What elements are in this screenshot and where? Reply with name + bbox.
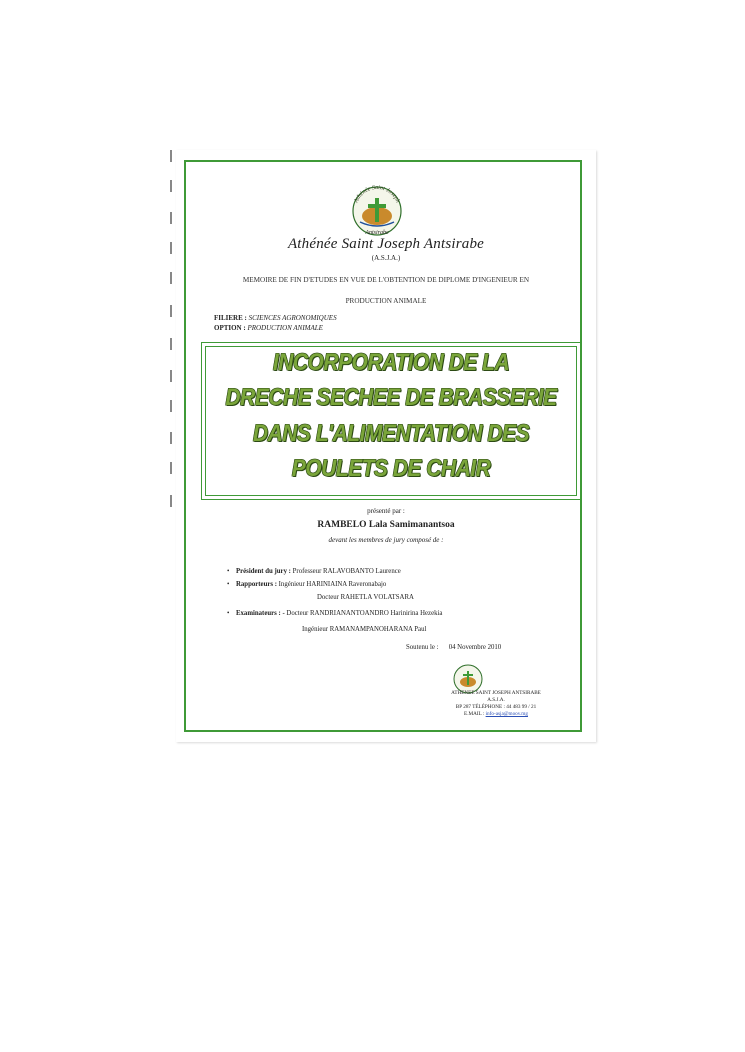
footer-name: ATHENEE SAINT JOSEPH ANTSIRABE [451,690,541,696]
bullet-icon: • [227,610,230,617]
presented-by: présenté par : [367,507,405,515]
filiere-value: SCIENCES AGRONOMIQUES [248,314,337,322]
meta-block [214,313,337,333]
school-logo [346,180,408,242]
title-line-1: INCORPORATION DE LA [272,349,510,376]
footer-email-label: E.MAIL : [464,711,485,717]
logo-bottom-text: Antsirabe [365,230,389,236]
memoire-line-1: MEMOIRE DE FIN D'ETUDES EN VUE DE L'OBTENTION DE DIPLOME D'INGENIEUR EN [242,276,530,284]
title-line-4: POULETS DE CHAIR [291,455,491,482]
title-line-2: DRECHE SECHEE DE BRASSERIE [225,384,557,411]
school-name: Athénée Saint Joseph Antsirabe [287,236,485,252]
rapporteur-1: Ingénieur HARINIAINA Raveronabajo [278,581,387,588]
soutenu-label: Soutenu le : [406,644,439,651]
jury-president [227,568,401,575]
memoire-line-2: PRODUCTION ANIMALE [345,297,427,305]
examinateur-1: Docteur RANDRIANANTOANDRO Harinirina Hezekia [286,610,443,617]
footer-email-link[interactable]: info-asja@moov.mg [485,711,528,717]
logo-arc-text: Athénée Saint Joseph [353,184,401,204]
title-line-3: DANS L'ALIMENTATION DES [252,420,530,447]
option-value: PRODUCTION ANIMALE [247,324,323,332]
footer-abbr: A.S.J.A. [487,697,505,703]
soutenu-date [406,644,501,651]
jury-rapporteurs [227,581,387,588]
school-abbr: (A.S.J.A.) [371,254,401,262]
option-label: OPTION : [214,324,246,332]
bullet-icon: • [227,581,230,588]
document-page [176,150,596,742]
rapporteur-2: Docteur RAHETLA VOLATSARA [317,594,414,601]
rapporteurs-label: Rapporteurs : [236,581,277,588]
examinateurs-label: Examinateurs : - [236,610,285,617]
bullet-icon: • [227,568,230,575]
president-label: Président du jury : [236,568,291,575]
jury-examinateurs [227,610,443,617]
examinateur-2: Ingénieur RAMANAMPANOHARANA Paul [302,626,427,633]
soutenu-value: 04 Novembre 2010 [448,644,502,651]
footer-bp: BP 287 TÉLÉPHONE : 44 483 99 / 21 [455,704,537,710]
footer-address [421,690,571,718]
title-box [201,342,581,500]
jury-intro: devant les membres de jury composé de : [328,536,444,544]
president-name: Professeur RALAVOBANTO Laurence [292,568,401,575]
filiere-label: FILIERE : [214,314,247,322]
author-name: RAMBELO Lala Samimanantsoa [317,520,455,530]
memoire-heading [206,270,566,312]
